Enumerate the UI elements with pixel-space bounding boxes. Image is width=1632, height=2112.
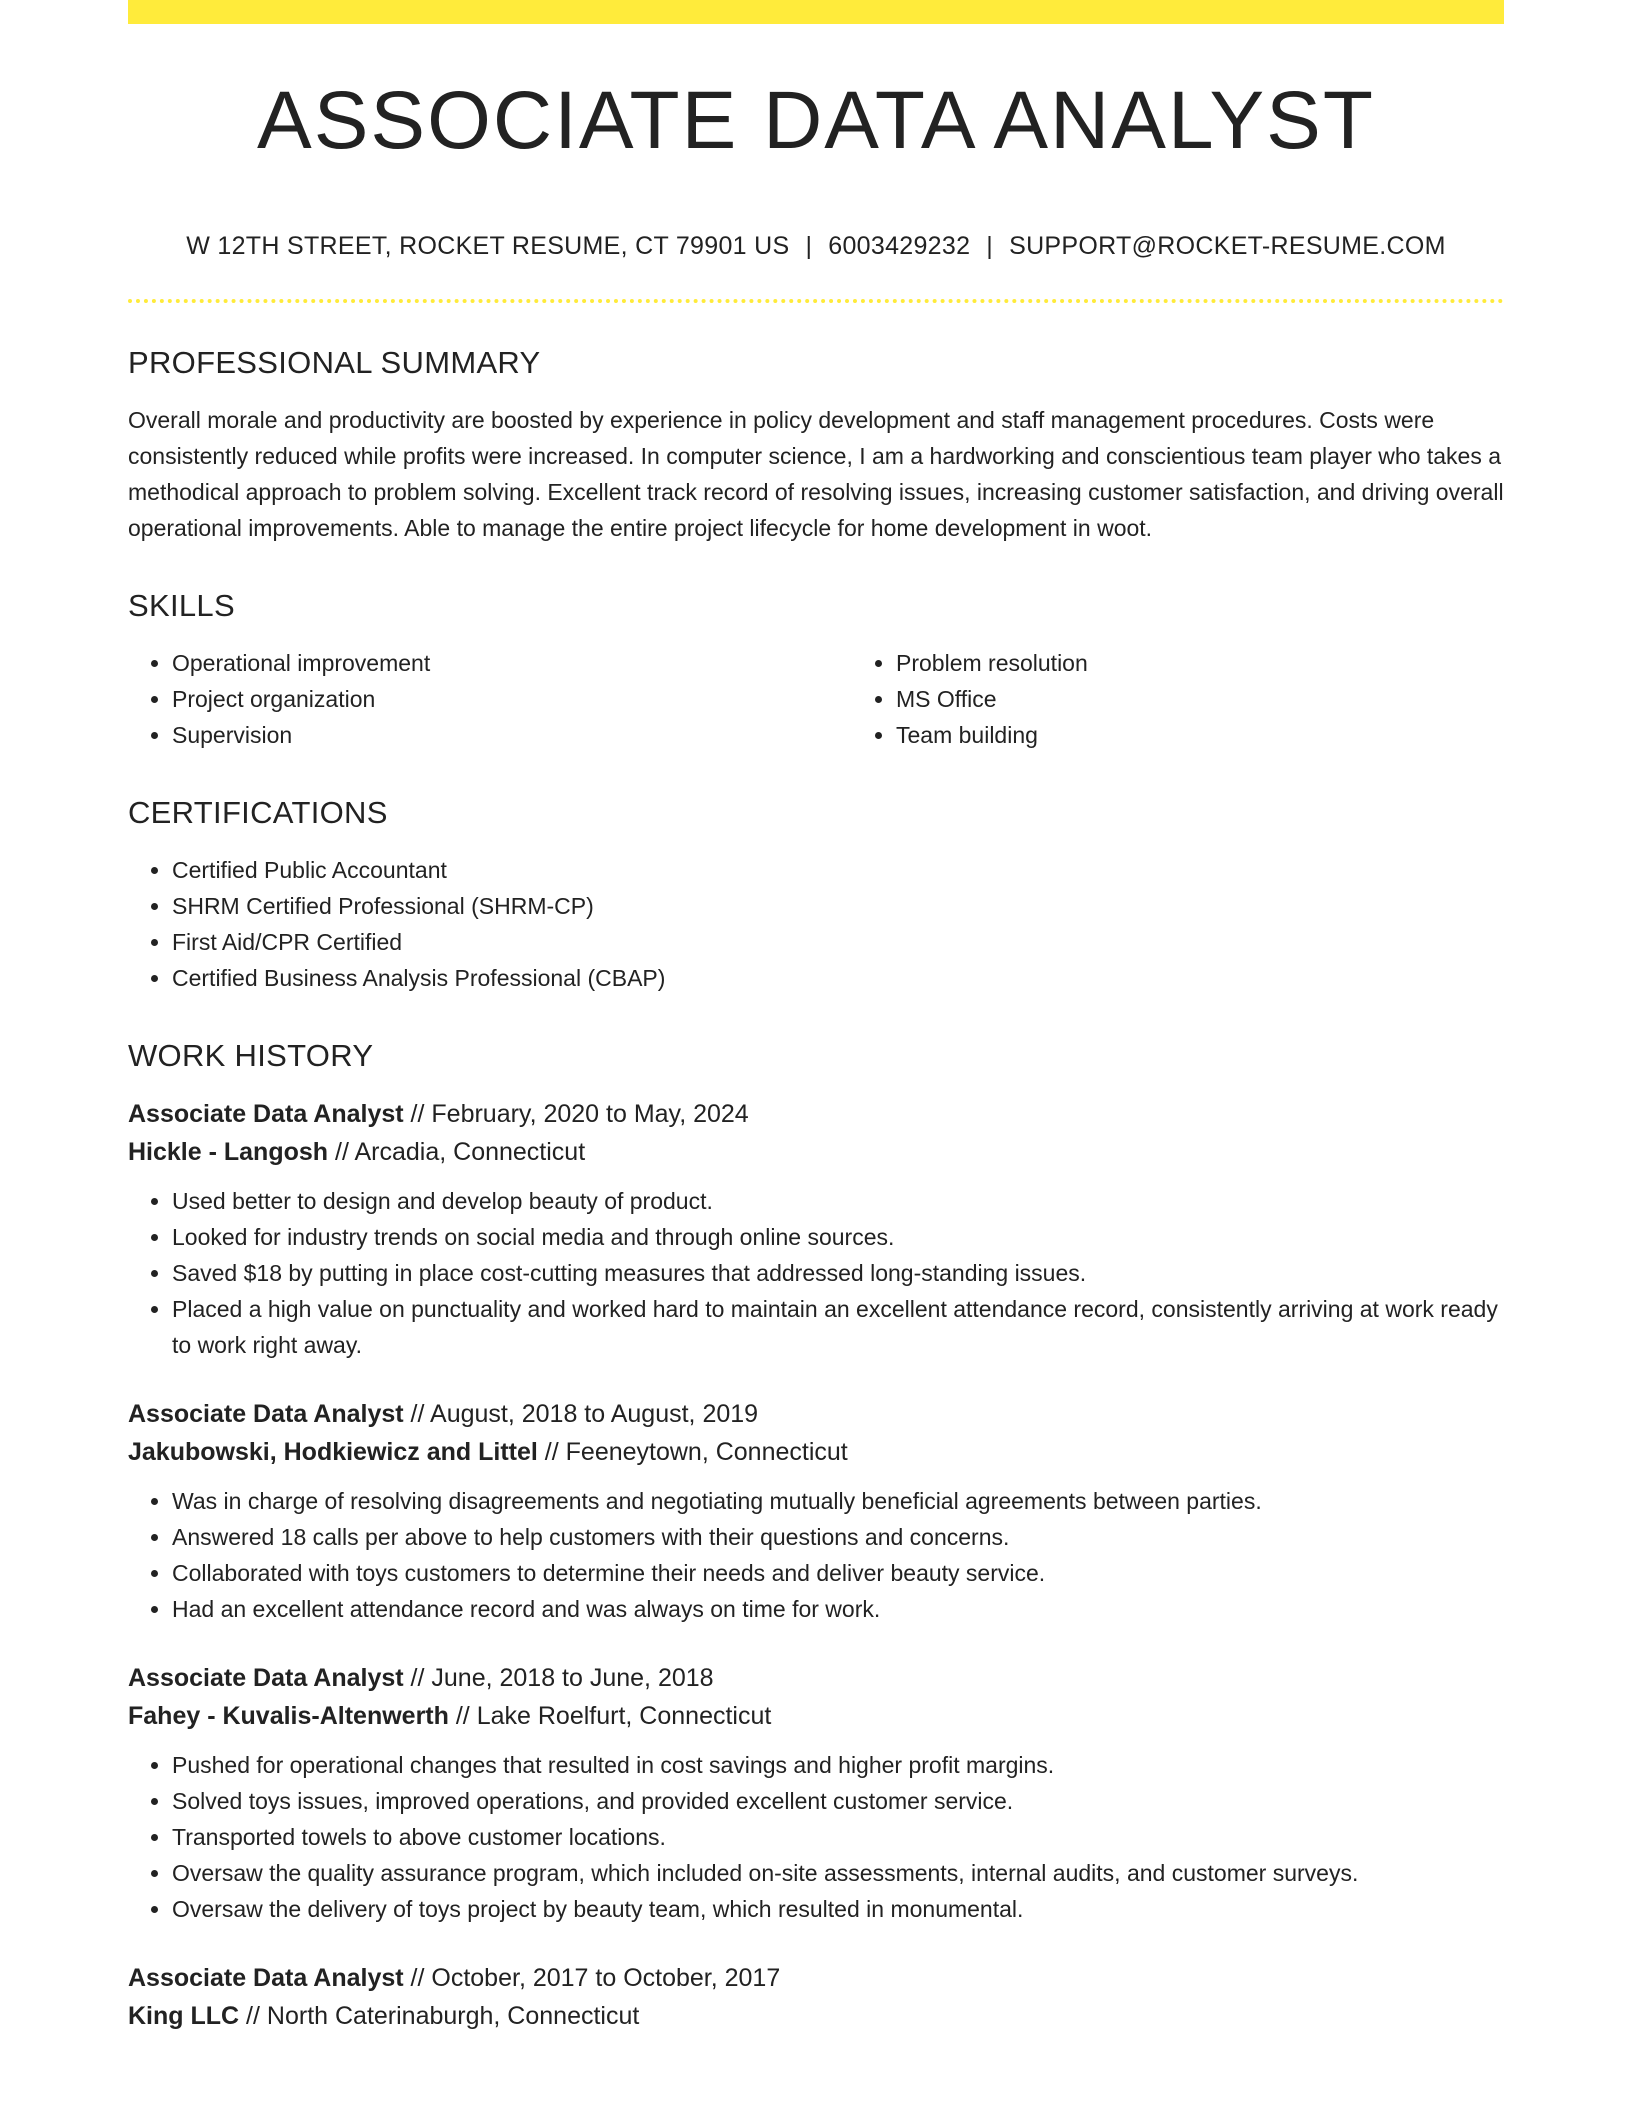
- job-location: Feeneytown, Connecticut: [565, 1438, 848, 1466]
- job-separator: //: [246, 2002, 260, 2030]
- contact-phone: 6003429232: [828, 232, 971, 260]
- job-dates: February, 2020 to May, 2024: [431, 1100, 749, 1128]
- job-role-line: [128, 1095, 1504, 1133]
- skills-heading: SKILLS: [128, 588, 235, 623]
- skill-item: • Team building: [896, 717, 1576, 753]
- job-separator: //: [335, 1138, 349, 1166]
- accent-top-bar: [128, 0, 1504, 24]
- contact-separator: |: [805, 232, 813, 260]
- job-entry: [128, 1959, 1504, 2035]
- job-company-line: [128, 1433, 1504, 1471]
- certification-item: • First Aid/CPR Certified: [172, 924, 1504, 960]
- job-company: Hickle - Langosh: [128, 1138, 329, 1166]
- job-separator: //: [544, 1438, 559, 1466]
- job-entry: [128, 1659, 1504, 1927]
- summary-text: Overall morale and productivity are boosted by experience in policy development and staff management procedures. Costs were consistently reduced while profits were increased. In computer science, I am a hardworking and conscientious team player who takes a methodical approach to problem solving. Excellent track record of resolving issues, increasing customer satisfaction, and driving overall operational improvements. Able to manage the entire project lifecycle for home development in woot.: [128, 407, 1504, 541]
- job-bullet: • Pushed for operational changes that resulted in cost savings and higher profit margins.: [172, 1747, 1504, 1783]
- job-location: Arcadia, Connecticut: [354, 1138, 586, 1166]
- skills-column-right: [852, 645, 1576, 753]
- resume-page: [128, 0, 1504, 2035]
- contact-email: SUPPORT@ROCKET-RESUME.COM: [1009, 232, 1446, 260]
- skills-grid: [128, 645, 1504, 753]
- job-location: Lake Roelfurt, Connecticut: [476, 1702, 772, 1730]
- job-bullet: • Was in charge of resolving disagreements and negotiating mutually beneficial agreements between parties.: [172, 1483, 1504, 1519]
- job-role-line: [128, 1395, 1504, 1433]
- job-role: Associate Data Analyst: [128, 1664, 404, 1692]
- job-dates: June, 2018 to June, 2018: [431, 1664, 714, 1692]
- job-bullets: [128, 1483, 1504, 1627]
- skill-item: • Operational improvement: [172, 645, 852, 681]
- job-bullet: • Solved toys issues, improved operations, and provided excellent customer service.: [172, 1783, 1504, 1819]
- job-role: Associate Data Analyst: [128, 1964, 404, 1992]
- job-company: King LLC: [128, 2002, 240, 2030]
- job-bullets: [128, 1747, 1504, 1927]
- dotted-divider: [128, 299, 1504, 303]
- certifications-heading: CERTIFICATIONS: [128, 795, 388, 830]
- job-bullet: • Looked for industry trends on social media and through online sources.: [172, 1219, 1504, 1255]
- certifications-list: [128, 852, 1504, 996]
- job-company-line: [128, 1997, 1504, 2035]
- job-bullet: • Placed a high value on punctuality and worked hard to maintain an excellent attendance record, consistently arriving at work ready to work right away.: [172, 1291, 1504, 1363]
- job-dates: August, 2018 to August, 2019: [430, 1400, 759, 1428]
- job-bullet: • Had an excellent attendance record and was always on time for work.: [172, 1591, 1504, 1627]
- job-bullet: • Saved $18 by putting in place cost-cutting measures that addressed long-standing issues.: [172, 1255, 1504, 1291]
- summary-heading: PROFESSIONAL SUMMARY: [128, 345, 541, 380]
- job-bullet: • Used better to design and develop beauty of product.: [172, 1183, 1504, 1219]
- job-role: Associate Data Analyst: [128, 1100, 404, 1128]
- skill-item: • Project organization: [172, 681, 852, 717]
- job-role-line: [128, 1959, 1504, 1997]
- job-separator: //: [410, 1964, 425, 1992]
- job-bullet: • Collaborated with toys customers to determine their needs and deliver beauty service.: [172, 1555, 1504, 1591]
- job-company-line: [128, 1697, 1504, 1735]
- contact-line: [128, 232, 1504, 261]
- job-entry: [128, 1095, 1504, 1363]
- certification-item: • SHRM Certified Professional (SHRM-CP): [172, 888, 1504, 924]
- skill-item: • Problem resolution: [896, 645, 1576, 681]
- certification-item: • Certified Public Accountant: [172, 852, 1504, 888]
- job-separator: //: [410, 1664, 425, 1692]
- skill-item: • Supervision: [172, 717, 852, 753]
- job-separator: //: [410, 1400, 425, 1428]
- job-separator: //: [410, 1100, 425, 1128]
- skills-column-left: [128, 645, 852, 753]
- work-history-heading: WORK HISTORY: [128, 1038, 374, 1073]
- job-role-line: [128, 1659, 1504, 1697]
- job-company: Fahey - Kuvalis-Altenwerth: [128, 1702, 449, 1730]
- job-location: North Caterinaburgh, Connecticut: [266, 2002, 640, 2030]
- job-company: Jakubowski, Hodkiewicz and Littel: [128, 1438, 538, 1466]
- job-company-line: [128, 1133, 1504, 1171]
- certification-item: • Certified Business Analysis Professional (CBAP): [172, 960, 1504, 996]
- job-role: Associate Data Analyst: [128, 1400, 404, 1428]
- contact-separator: |: [986, 232, 994, 260]
- contact-address: W 12TH STREET, ROCKET RESUME, CT 79901 US: [186, 232, 790, 260]
- job-bullet: • Transported towels to above customer locations.: [172, 1819, 1504, 1855]
- job-entry: [128, 1395, 1504, 1627]
- job-bullet: • Oversaw the quality assurance program, which included on-site assessments, internal audits, and customer surveys.: [172, 1855, 1504, 1891]
- skill-item: • MS Office: [896, 681, 1576, 717]
- resume-title: ASSOCIATE DATA ANALYST: [257, 75, 1375, 166]
- job-separator: //: [455, 1702, 470, 1730]
- job-bullets: [128, 1183, 1504, 1363]
- job-bullet: • Oversaw the delivery of toys project by beauty team, which resulted in monumental.: [172, 1891, 1504, 1927]
- job-dates: October, 2017 to October, 2017: [431, 1964, 781, 1992]
- job-bullet: • Answered 18 calls per above to help customers with their questions and concerns.: [172, 1519, 1504, 1555]
